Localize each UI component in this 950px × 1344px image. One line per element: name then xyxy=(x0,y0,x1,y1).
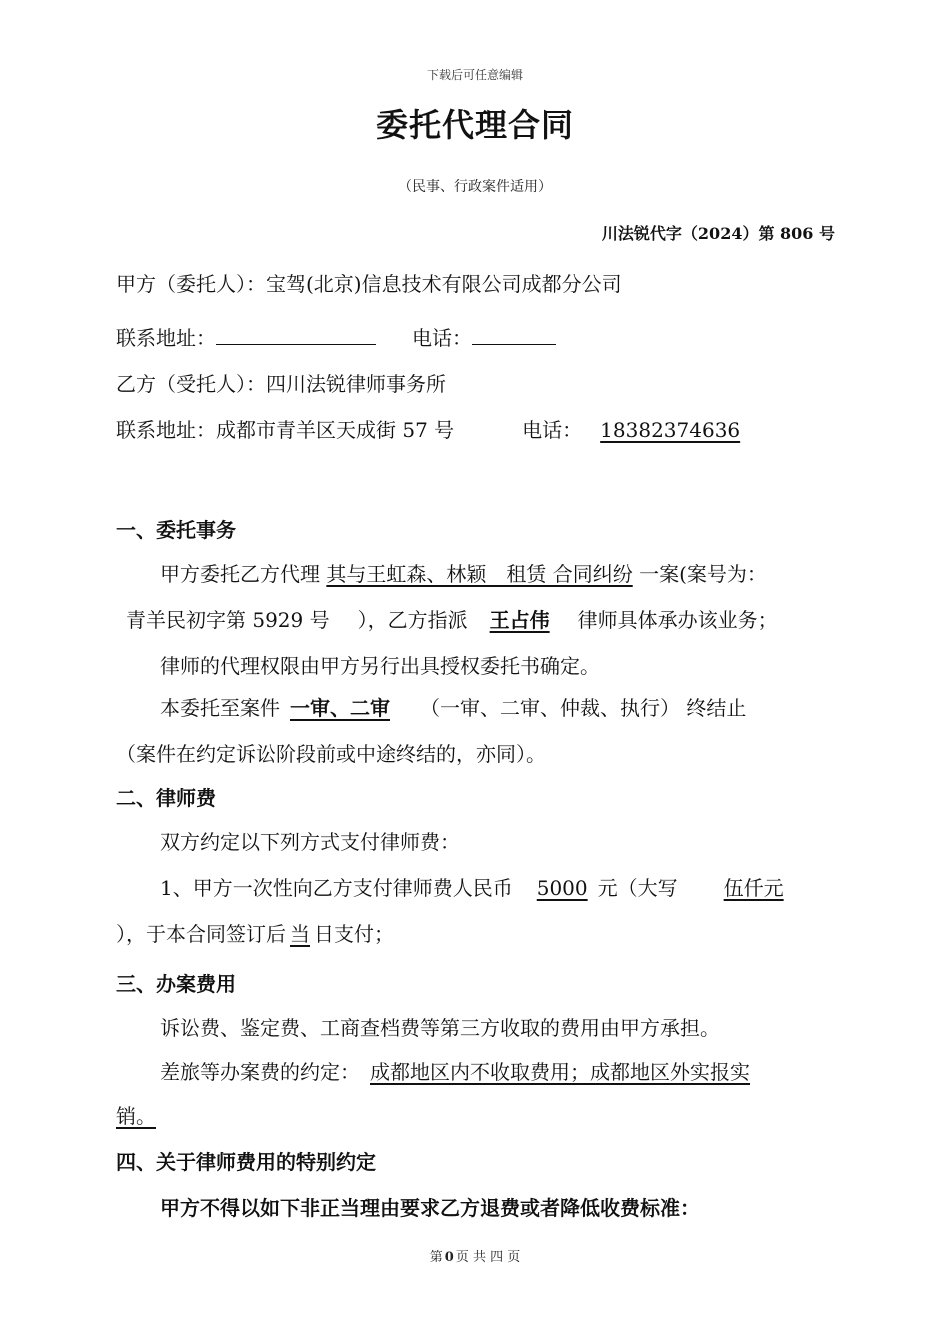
page-number: 0 xyxy=(444,1250,454,1265)
fee-amount-words: 伍仟元 xyxy=(723,876,784,900)
document-subtitle: （民事、行政案件适用） xyxy=(398,179,552,195)
party-a-phone-label: 电话： xyxy=(412,326,472,350)
section-2-p2: 1、甲方一次性向乙方支付律师费人民币 5000 元（大写 伍仟元 xyxy=(160,876,784,900)
assigned-lawyer: 王占伟 xyxy=(489,608,550,632)
party-a-name: 宝驾(北京)信息技术有限公司成都分公司 xyxy=(266,272,622,296)
party-b-contact-line xyxy=(116,414,806,443)
header-note: 下载后可任意编辑 xyxy=(426,68,523,82)
party-b-phone-label: 电话： xyxy=(522,418,583,442)
case-description: 其与王虹森、林颖 租赁 合同纠纷 xyxy=(326,562,633,586)
section-3-p1: 诉讼费、鉴定费、工商查档费等第三方收取的费用由甲方承担。 xyxy=(160,1016,720,1040)
section-2-p1: 双方约定以下列方式支付律师费： xyxy=(160,830,460,854)
document-title: 委托代理合同 xyxy=(375,106,574,144)
party-b-label: 乙方（受托人）： xyxy=(116,372,266,396)
section-2-heading: 二、律师费 xyxy=(116,786,216,810)
party-b-line xyxy=(116,368,446,397)
page-footer: 第 0 页 共 四 页 xyxy=(429,1250,521,1265)
document-number: 川法锐代字（2024）第 806 号 xyxy=(601,224,835,243)
section-1-p5: （案件在约定诉讼阶段前或中途终结的，亦同）。 xyxy=(116,742,546,766)
party-a-phone-blank xyxy=(472,326,556,345)
party-a-line xyxy=(116,268,622,297)
party-b-address: 成都市青羊区天成街 57 号 xyxy=(216,418,455,442)
fee-amount: 5000 xyxy=(536,876,588,900)
section-3-p3 xyxy=(116,1100,584,1129)
section-3-p2: 差旅等办案费的约定： 成都地区内不收取费用；成都地区外实报实 xyxy=(160,1060,750,1084)
party-b-name: 四川法锐律师事务所 xyxy=(266,372,446,396)
payment-day: 当 xyxy=(290,922,310,946)
section-2-p3: ），于本合同签订后 当 日支付； xyxy=(116,922,394,946)
section-1-heading: 一、委托事务 xyxy=(116,518,236,542)
party-b-phone: 18382374636 xyxy=(600,418,741,442)
section-4-heading: 四、关于律师费用的特别约定 xyxy=(116,1150,376,1174)
party-a-label: 甲方（委托人）： xyxy=(116,272,266,296)
party-b-address-label: 联系地址： xyxy=(116,418,216,442)
case-number: 青羊民初字第 5929 号 xyxy=(126,608,330,632)
travel-expense-term-cont: 销。 xyxy=(116,1104,156,1128)
travel-expense-term: 成都地区内不收取费用；成都地区外实报实 xyxy=(370,1060,750,1084)
case-stage: 一审、二审 xyxy=(290,696,390,720)
section-4-p1: 甲方不得以如下非正当理由要求乙方退费或者降低收费标准： xyxy=(160,1196,700,1220)
section-1-p4: 本委托至案件 一审、二审 （一审、二审、仲裁、执行） 终结止 xyxy=(160,696,747,720)
section-3-heading: 三、办案费用 xyxy=(116,972,236,996)
section-1-p2: 青羊民初字第 5929 号 ），乙方指派 王占伟 律师具体承办该业务； xyxy=(126,608,778,632)
party-a-address-blank xyxy=(216,326,376,345)
section-1-p3: 律师的代理权限由甲方另行出具授权委托书确定。 xyxy=(160,654,600,678)
section-1-p1: 甲方委托乙方代理 其与王虹森、林颖 租赁 合同纠纷 一案(案号为： xyxy=(160,562,767,586)
party-a-contact-line xyxy=(116,322,556,351)
party-a-address-label: 联系地址： xyxy=(116,326,216,350)
